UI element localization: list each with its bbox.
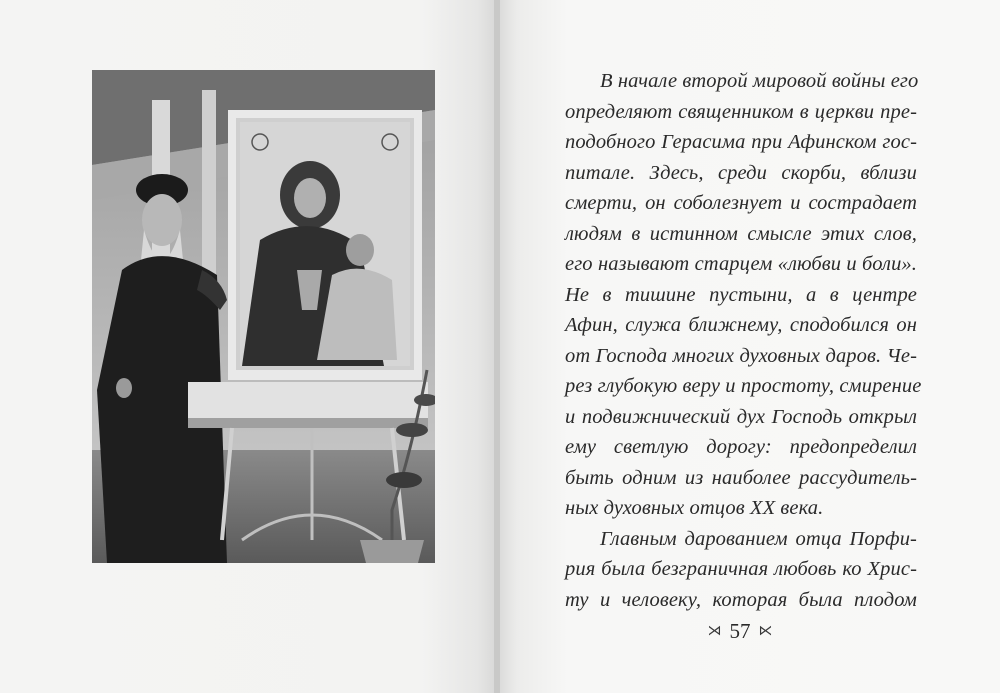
monk-icon-photo xyxy=(92,70,435,563)
ornament-right-icon: ⋉ xyxy=(758,623,773,639)
text-line: и подвижнический дух Господь открыл xyxy=(565,405,917,428)
text-line: питале. Здесь, среди скорби, вблизи xyxy=(565,161,917,184)
text-line: рия была безграничная любовь ко Хрис- xyxy=(565,558,917,580)
book-gutter xyxy=(494,0,500,693)
text-line: от Господа многих духовных даров. Че- xyxy=(565,344,917,367)
text-line: подобного Герасима при Афинском гос- xyxy=(565,131,917,153)
text-line: смерти, он соболезнует и сострадает xyxy=(565,192,917,214)
page-number-footer xyxy=(690,616,790,646)
text-line: В начале второй мировой войны его xyxy=(600,70,919,92)
ornament-left-icon: ⋊ xyxy=(707,623,722,639)
text-line: его называют старцем «любви и боли». xyxy=(565,253,917,275)
text-line: рез глубокую веру и простоту, смирение xyxy=(565,375,922,397)
text-line: Афин, служа ближнему, сподобился он xyxy=(565,314,917,336)
page-number: 57 xyxy=(729,618,751,643)
main-text xyxy=(565,66,922,615)
text-line: Не в тишине пустыни, а в центре xyxy=(565,283,917,306)
text-line: людям в истинном смысле этих слов, xyxy=(565,222,917,245)
text-line: быть одним из наиболее рассудитель- xyxy=(565,466,917,489)
text-line: Главным дарованием отца Порфи- xyxy=(600,527,917,550)
text-line: определяют священником в церкви пре- xyxy=(565,100,917,123)
text-line: ту и человеку, которая была плодом xyxy=(565,588,917,611)
photo-drawing xyxy=(92,70,435,563)
text-line: ему светлую дорогу: предопределил xyxy=(565,436,917,458)
text-line: ных духовных отцов XX века. xyxy=(565,497,824,519)
